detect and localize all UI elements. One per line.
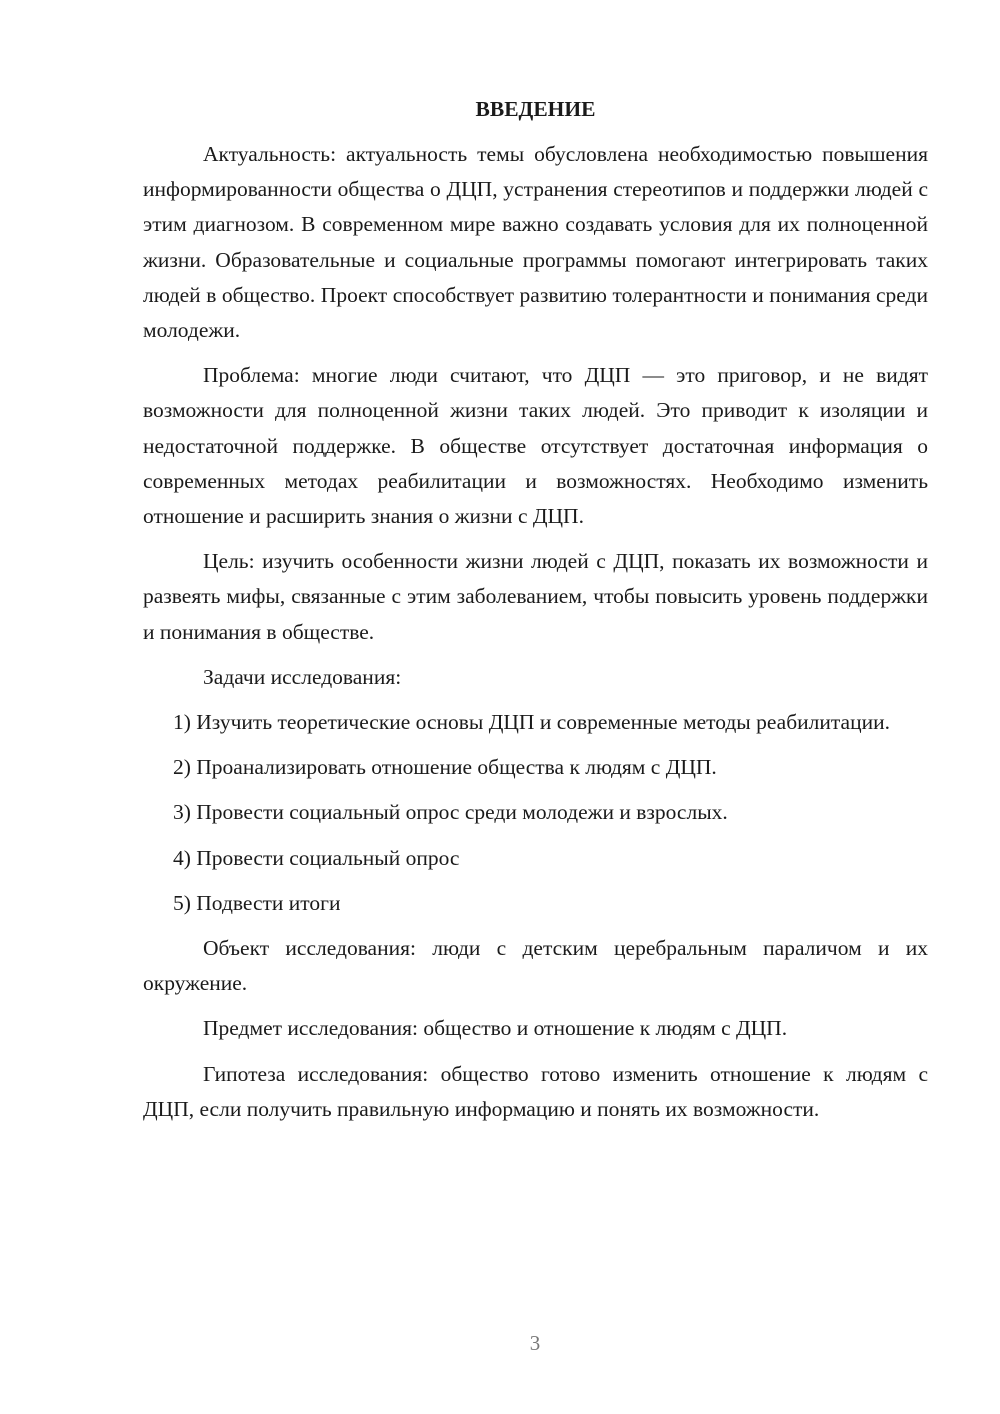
paragraph-goal: Цель: изучить особенности жизни людей с ДЦП, показать их возможности и развеять мифы, связанные с этим заболеванием, чтобы повысить уровень поддержки и понимания в обществе. (143, 549, 928, 644)
task-item-1: 1) Изучить теоретические основы ДЦП и современные методы реабилитации. (173, 710, 890, 735)
task-item-2: 2) Проанализировать отношение общества к людям с ДЦП. (173, 755, 717, 780)
paragraph-hypothesis: Гипотеза исследования: общество готово изменить отношение к людям с ДЦП, если получить правильную информацию и понять их возможности. (143, 1061, 928, 1121)
task-item-3: 3) Провести социальный опрос среди молодежи и взрослых. (173, 800, 728, 825)
paragraph-object: Объект исследования: люди с детским церебральным параличом и их окружение. (143, 936, 928, 996)
page-number: 3 (529, 1331, 541, 1355)
paragraph-problem: Проблема: многие люди считают, что ДЦП — это приговор, и не видят возможности для полноценной жизни таких людей. Это приводит к изоляции и недостаточной поддержке. В обществе отсутствует достаточная информация о современных методах реабилитации и возможностях. Необходимо изменить отношение и расширить знания о жизни с ДЦП. (143, 363, 928, 529)
tasks-heading: Задачи исследования: (203, 664, 402, 689)
task-item-4: 4) Провести социальный опрос (173, 845, 460, 870)
paragraph-relevance: Актуальность: актуальность темы обусловлена необходимостью повышения информированности общества о ДЦП, устранения стереотипов и поддержки людей с этим диагнозом. В современном мире важно создавать условия для их полноценной жизни. Образовательные и социальные программы помогают интегрировать таких людей в общество. Проект способствует развитию толерантности и понимания среди молодежи. (143, 142, 928, 343)
document-page (143, 92, 928, 1127)
task-item-5: 5) Подвести итоги (173, 890, 341, 915)
paragraph-subject: Предмет исследования: общество и отношение к людям с ДЦП. (203, 1016, 788, 1041)
page-title: ВВЕДЕНИЕ (475, 97, 596, 121)
